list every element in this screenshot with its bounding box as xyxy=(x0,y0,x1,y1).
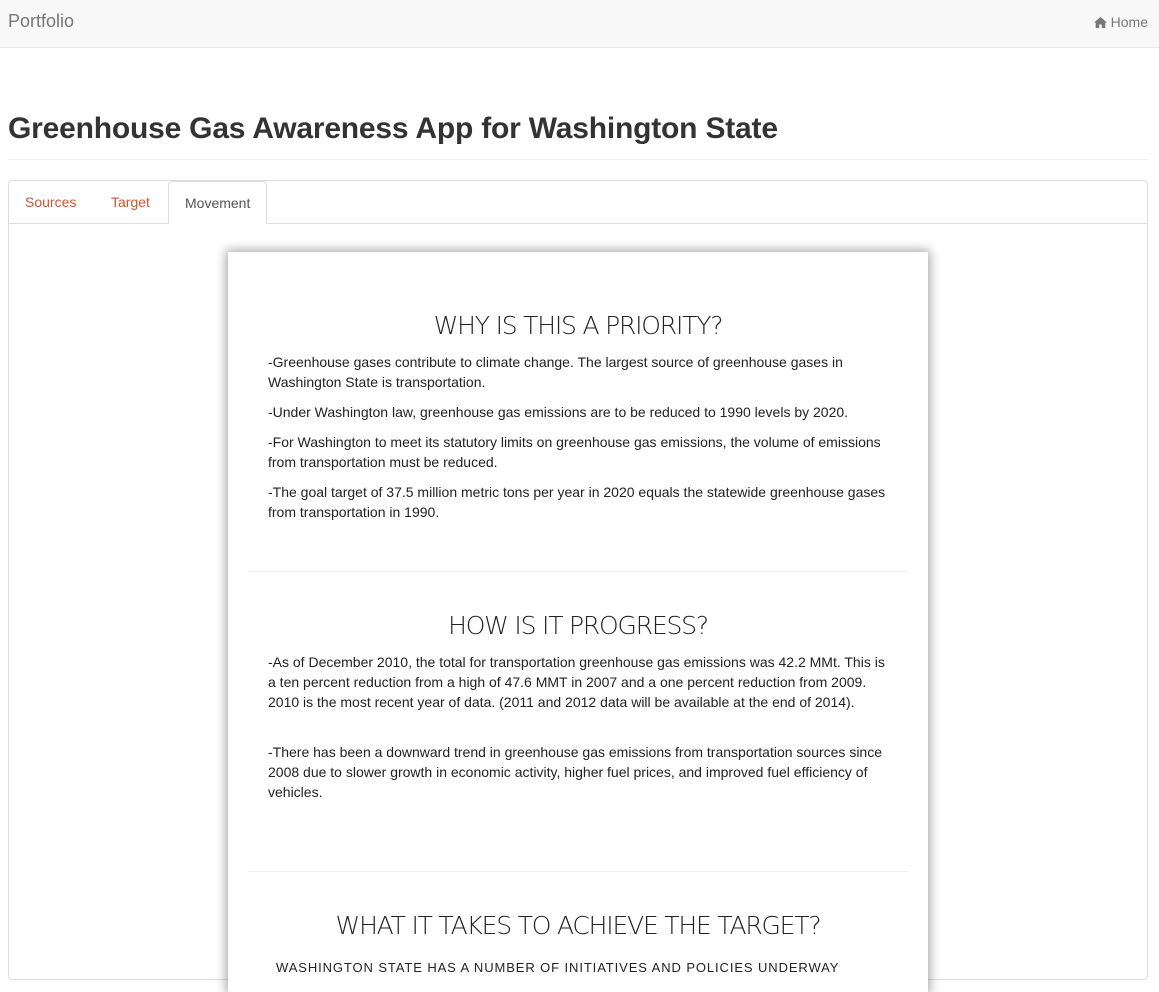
home-icon xyxy=(1094,17,1107,28)
navbar xyxy=(0,0,1159,48)
page-title: Greenhouse Gas Awareness App for Washington State xyxy=(8,112,778,145)
tab-sources[interactable]: Sources xyxy=(25,194,77,210)
paragraph: -As of December 2010, the total for transportation greenhouse gas emissions was 42.2 MMt. This is a ten percent reduction from a high of 47.6 MMT in 2007 and a one percent reduction from 2009. 2010 is the most recent year of data. (2011 and 2012 data will be available at the end of 2014). xyxy=(268,654,885,710)
paragraph: -Under Washington law, greenhouse gas emissions are to be reduced to 1990 levels by 2020. xyxy=(268,404,849,420)
paragraph: -There has been a downward trend in greenhouse gas emissions from transportation sources since 2008 due to slower growth in economic activity, higher fuel prices, and improved fuel efficiency of vehicles. xyxy=(268,744,882,800)
header-divider xyxy=(8,159,1148,160)
section-heading-priority: WHY IS THIS A PRIORITY? xyxy=(433,311,723,340)
section-divider xyxy=(248,571,908,572)
paragraph: -Greenhouse gases contribute to climate change. The largest source of greenhouse gases in Washington State is transportation. xyxy=(268,354,843,390)
paragraph: WASHINGTON STATE HAS A NUMBER OF INITIATIVES AND POLICIES UNDERWAY xyxy=(276,960,840,975)
section-divider xyxy=(248,871,908,872)
home-label: Home xyxy=(1110,14,1148,30)
tab-movement[interactable]: Movement xyxy=(168,181,267,224)
tab-target[interactable]: Target xyxy=(111,194,150,210)
section-heading-progress: HOW IS IT PROGRESS? xyxy=(448,611,708,640)
paragraph: -For Washington to meet its statutory limits on greenhouse gas emissions, the volume of emissions from transportation must be reduced. xyxy=(268,434,881,470)
section-heading-target: WHAT IT TAKES TO ACHIEVE THE TARGET? xyxy=(335,911,821,940)
brand-link[interactable]: Portfolio xyxy=(8,11,75,31)
home-link[interactable] xyxy=(1094,14,1148,30)
tab-bar xyxy=(9,181,1147,224)
paragraph: -The goal target of 37.5 million metric tons per year in 2020 equals the statewide greenhouse gases from transportation in 1990. xyxy=(268,484,886,520)
content-card xyxy=(228,252,928,992)
